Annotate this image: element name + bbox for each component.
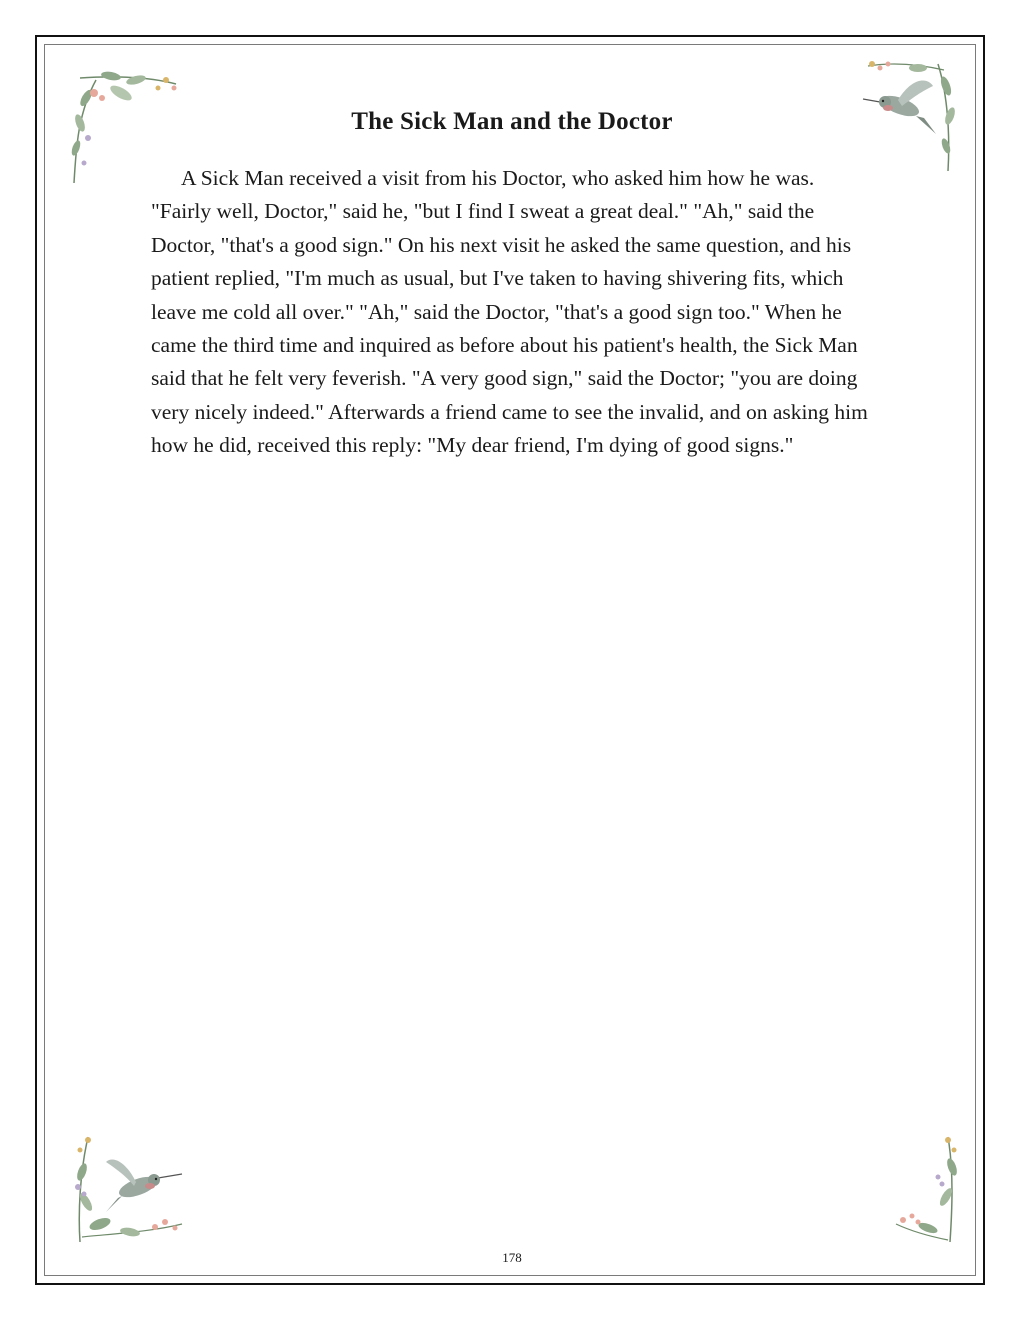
floral-corner-icon	[888, 1132, 963, 1247]
page-title: The Sick Man and the Doctor	[351, 108, 673, 135]
hummingbird-floral-icon	[70, 1132, 190, 1247]
fable-body-text: A Sick Man received a visit from his Doctor, who asked him how he was. "Fairly well, Doctor," said he, "but I find I sweat a great deal." "Ah," said the Doctor, "that's a good sign." On his next visit he asked the same question, and his patient replied, "I'm much as usual, but I've taken to having shivering fits, which leave me cold all over." "Ah," said the Doctor, "that's a good sign too." When he came the third time and inquired as before about his patient's health, the Sick Man said that he felt very feverish. "A very good sign," said the Doctor; "you are doing very nicely indeed." Afterwards a friend came to see the invalid, and on asking him how he did, received this reply: "My dear friend, I'm dying of good signs."	[151, 166, 868, 458]
page-number: 178	[502, 1250, 522, 1265]
